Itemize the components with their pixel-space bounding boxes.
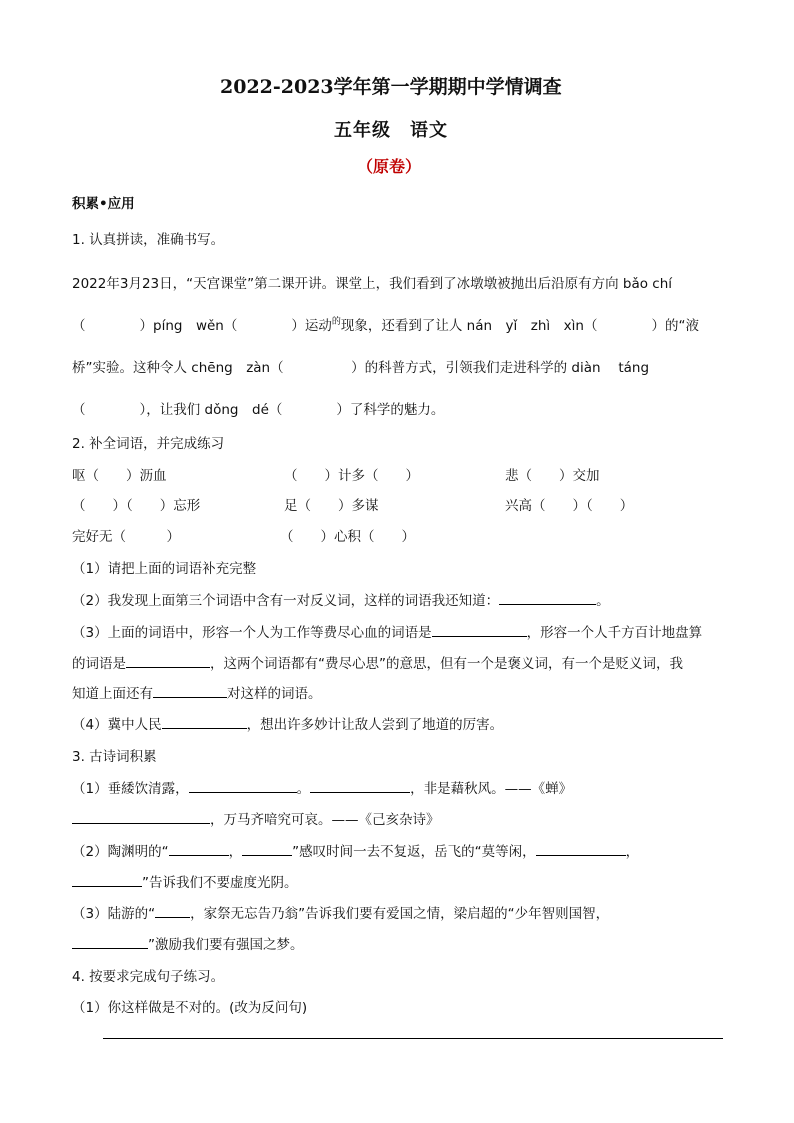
q2-word-2: （ ）计多（ ） bbox=[284, 468, 419, 484]
q2-word-5: 足（ ）多谋 bbox=[284, 498, 379, 514]
q1-line-2 bbox=[72, 314, 699, 334]
q1-line-4: （ ），让我们 dǒng dé（ ）了科学的魅力。 bbox=[72, 402, 445, 418]
answer-blank[interactable] bbox=[155, 904, 190, 918]
answer-blank[interactable] bbox=[499, 591, 596, 605]
q2-word-8: （ ）心积（ ） bbox=[280, 529, 415, 545]
q3-part-3-line-1 bbox=[72, 902, 609, 922]
q3-part-2-text-b: ， bbox=[228, 844, 243, 860]
q2-part-3-text-e: 知道上面还有 bbox=[72, 686, 153, 702]
answer-blank[interactable] bbox=[242, 842, 292, 856]
q1-line-2-superscript: 的 bbox=[331, 317, 341, 327]
q3-part-1-line-1 bbox=[72, 777, 572, 797]
q2-part-3-text-a: （3）上面的词语中，形容一个人为工作等费尽心血的词语是 bbox=[72, 625, 432, 641]
q2-part-2-end: 。 bbox=[596, 593, 610, 609]
answer-blank[interactable] bbox=[72, 873, 142, 887]
q3-part-1-text-b: 。 bbox=[296, 781, 311, 797]
answer-blank[interactable] bbox=[153, 684, 227, 698]
document-title: 2022-2023学年第一学期期中学情调查 bbox=[220, 76, 562, 98]
q2-part-2-text: （2）我发现上面第三个词语中含有一对反义词，这样的词语我还知道： bbox=[72, 593, 500, 609]
q2-part-3-line-1 bbox=[72, 621, 702, 641]
q2-part-4-text-b: ，想出许多妙计让敌人尝到了地道的厉害。 bbox=[246, 717, 504, 733]
q1-line-2-part-b: 现象，还看到了让人 nán yǐ zhì xìn（ ）的“液 bbox=[340, 318, 699, 334]
q2-word-7: 完好无（ ） bbox=[72, 529, 180, 545]
answer-blank[interactable] bbox=[72, 935, 148, 949]
q2-word-4: （ ）（ ）忘形 bbox=[72, 498, 201, 514]
q3-heading: 3. 古诗词积累 bbox=[72, 749, 157, 765]
answer-line[interactable] bbox=[103, 1038, 723, 1039]
q2-part-3-text-d: ，这两个词语都有“费尽心思”的意思，但有一个是褒义词，有一个是贬义词，我 bbox=[210, 656, 683, 672]
q2-part-3-line-2 bbox=[72, 652, 683, 672]
q3-part-1-text-a: （1）垂緌饮清露， bbox=[72, 781, 189, 797]
q1-line-1: 2022年3月23日，“天宫课堂”第二课开讲。课堂上，我们看到了冰墩墩被抛出后沿原有方向 bǎo chí bbox=[72, 276, 673, 292]
q2-part-2 bbox=[72, 589, 610, 609]
q1-line-3: 桥”实验。这种令人 chēng zàn（ ）的科普方式，引领我们走进科学的 diàn táng bbox=[72, 360, 650, 376]
q3-part-1-text-c: ，非是藉秋风。——《蝉》 bbox=[410, 781, 573, 797]
q3-part-2-line-1 bbox=[72, 840, 639, 860]
q4-part-1: （1）你这样做是不对的。(改为反问句) bbox=[72, 1000, 308, 1016]
answer-blank[interactable] bbox=[162, 715, 247, 729]
q2-word-6: 兴高（ ）（ ） bbox=[505, 498, 634, 514]
q2-word-1: 呕（ ）沥血 bbox=[72, 468, 167, 484]
q3-part-3-text-c: ”激励我们要有强国之梦。 bbox=[148, 937, 304, 953]
q3-part-2-text-d: ， bbox=[625, 844, 640, 860]
answer-blank[interactable] bbox=[536, 842, 626, 856]
answer-blank[interactable] bbox=[432, 623, 527, 637]
q1-line-2-part-a: （ ）píng wěn（ ）运动 bbox=[72, 318, 332, 334]
q3-part-2-text-c: ”感叹时间一去不复返，岳飞的“莫等闲， bbox=[292, 844, 536, 860]
q3-part-3-text-b: ，家祭无忘告乃翁”告诉我们要有爱国之情，梁启超的“少年智则国智， bbox=[190, 906, 610, 922]
section-heading: 积累•应用 bbox=[72, 196, 135, 212]
q2-part-3-text-b: ，形容一个人千方百计地盘算 bbox=[526, 625, 703, 641]
q3-part-2-text-e: ”告诉我们不要虚度光阴。 bbox=[142, 875, 298, 891]
q2-part-3-line-3 bbox=[72, 682, 322, 702]
q3-part-2-text-a: （2）陶渊明的“ bbox=[72, 844, 169, 860]
q3-part-3-text-a: （3）陆游的“ bbox=[72, 906, 156, 922]
answer-blank[interactable] bbox=[72, 810, 210, 824]
q4-heading: 4. 按要求完成句子练习。 bbox=[72, 969, 225, 985]
q2-part-1: （1）请把上面的词语补充完整 bbox=[72, 561, 257, 577]
q2-word-3: 悲（ ）交加 bbox=[505, 468, 600, 484]
q2-part-3-text-f: 对这样的词语。 bbox=[227, 686, 322, 702]
q2-part-3-text-c: 的词语是 bbox=[72, 656, 126, 672]
q2-part-4 bbox=[72, 713, 503, 733]
answer-blank[interactable] bbox=[126, 654, 210, 668]
document-subtitle: 五年级 语文 bbox=[334, 120, 448, 141]
answer-blank[interactable] bbox=[169, 842, 229, 856]
answer-blank[interactable] bbox=[189, 779, 297, 793]
q3-part-3-line-2 bbox=[72, 933, 304, 953]
q3-part-1-line-2 bbox=[72, 808, 440, 828]
answer-blank[interactable] bbox=[310, 779, 410, 793]
q3-part-1-text-d: ，万马齐喑究可哀。——《己亥杂诗》 bbox=[210, 812, 440, 828]
q1-heading: 1. 认真拼读，准确书写。 bbox=[72, 232, 225, 248]
q3-part-2-line-2 bbox=[72, 871, 298, 891]
q2-heading: 2. 补全词语，并完成练习 bbox=[72, 436, 225, 452]
original-paper-tag: （原卷） bbox=[357, 157, 422, 176]
q2-part-4-text-a: （4）冀中人民 bbox=[72, 717, 162, 733]
